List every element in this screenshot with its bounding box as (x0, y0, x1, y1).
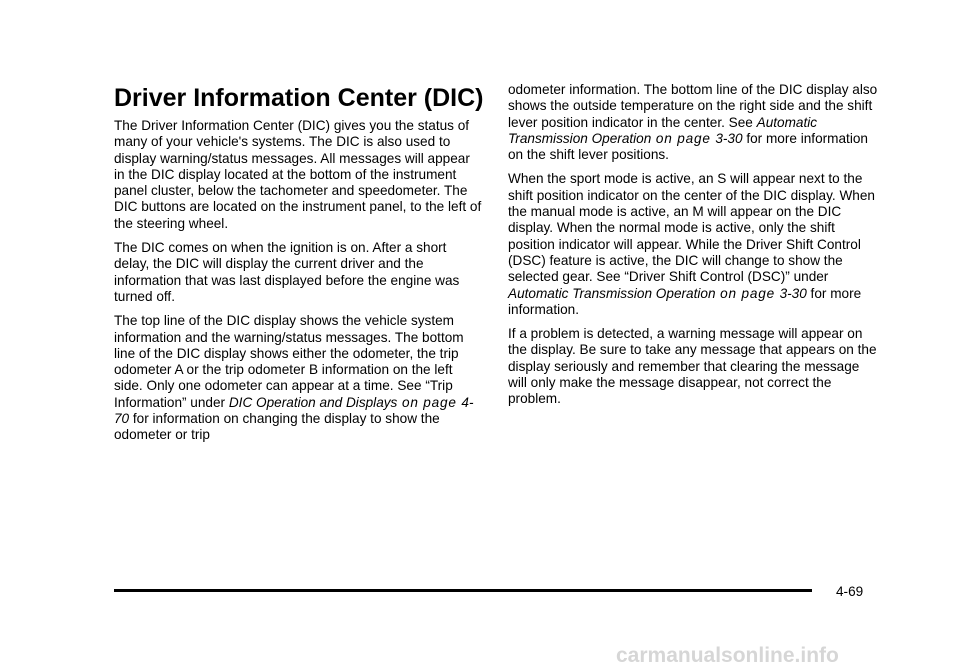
paragraph-sport-mode (508, 171, 880, 318)
watermark: carmanualsonline.info (616, 644, 839, 667)
reference-on-page: on page (651, 130, 716, 146)
footer-rule (114, 589, 812, 592)
cross-reference-link[interactable] (508, 286, 807, 301)
paragraph-text: When the sport mode is active, an S will appear next to the shift position indicator on the center of the DIC display. When the manual mode is active, an M will appear on the DIC display. When the normal mode is active, only the shift position indicator will appear. While the Driver Shift Control (DSC) feature is active, the DIC will change to show the selected gear. See “Driver Shift Control (DSC)” under (508, 171, 875, 285)
paragraph-tail: for information on changing the display to show the odometer or trip (114, 411, 440, 443)
reference-title: Automatic Transmission Operation (508, 114, 818, 146)
page-number: 4-69 (836, 584, 864, 599)
paragraph-text: odometer information. The bottom line of the DIC display also shows the outside temperature on the right side and the shift lever position indicator in the center. See (508, 82, 878, 130)
paragraph-tail: for more information on the shift lever positions. (508, 130, 868, 163)
reference-on-page: on page (397, 394, 462, 410)
paragraph-ignition: The DIC comes on when the ignition is on. After a short delay, the DIC will display the current driver and the information that was last displayed before the engine was turned off. (114, 240, 460, 304)
reference-title: DIC Operation and Displays (228, 394, 398, 410)
reference-on-page: on page (715, 285, 780, 301)
paragraph-warning: If a problem is detected, a warning message will appear on the display. Be sure to take any message that appears on the display seriously and remember that clearing the message will only make the message disappear, not correct the problem. (508, 326, 877, 407)
paragraph-odometer (508, 82, 880, 163)
right-column (508, 82, 880, 416)
section-heading: Driver Information Center (DIC) (114, 84, 484, 112)
reference-page: 4-70 (114, 394, 474, 427)
paragraph-tail: for more information. (508, 285, 862, 317)
reference-page: 3-30 (779, 285, 807, 301)
paragraph-text: The top line of the DIC display shows the vehicle system information and the warning/status messages. The bottom line of the DIC display shows either the odometer, the trip odometer A or the trip odometer B information on the left side. Only one odometer can appear at a time. See “Trip Information” under (114, 313, 464, 410)
reference-title: Automatic Transmission Operation (508, 285, 716, 301)
paragraph-top-line (114, 313, 482, 443)
paragraph-intro: The Driver Information Center (DIC) gives you the status of many of your vehicle's systems. The DIC is also used to display warning/status messages. All messages will appear in the DIC display located at the bottom of the instrument panel cluster, below the tachometer and speedometer. The DIC buttons are located on the instrument panel, to the left of the steering wheel. (114, 118, 482, 231)
reference-page: 3-30 (715, 130, 743, 146)
left-column (114, 118, 482, 452)
